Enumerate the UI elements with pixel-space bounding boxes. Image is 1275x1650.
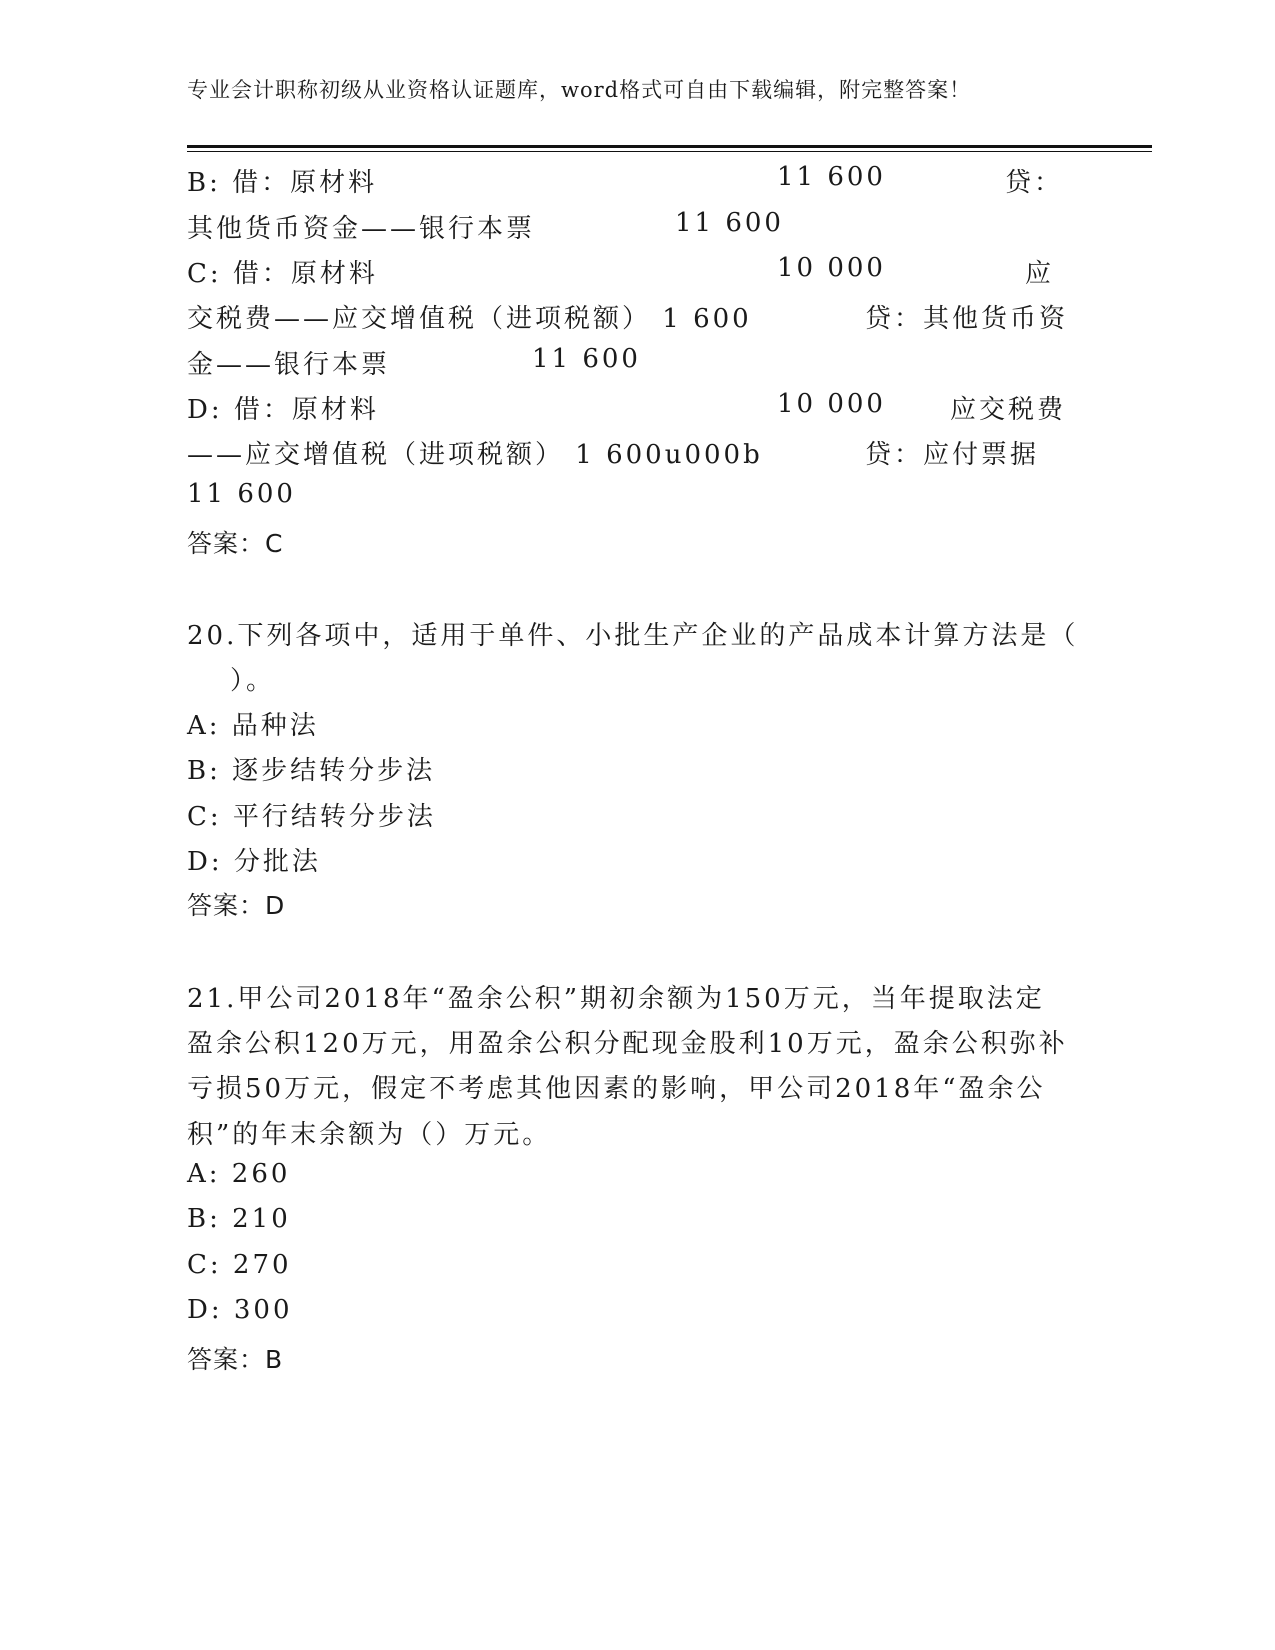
option-b-line2-left: 其他货币资金——银行本票 [187,214,536,244]
option-b-line1-amount: 11 600 [777,162,886,192]
option-d-line1-left: D: 借：原材料 [187,395,379,425]
q20-option-c: C: 平行结转分步法 [187,802,436,832]
q21-stem-line1: 21.甲公司2018年“盈余公积”期初余额为150万元，当年提取法定 [187,984,1045,1014]
option-d-line1-right: 应交税费 [950,395,1067,425]
option-c-line1-left: C: 借：原材料 [187,259,378,289]
q20-stem-line1: 20.下列各项中，适用于单件、小批生产企业的产品成本计算方法是（ [187,621,1079,651]
option-d-line2-left: ——应交增值税（进项税额） 1 600u000b [187,440,763,470]
q21-option-b: B: 210 [187,1204,291,1234]
page-header: 专业会计职称初级从业资格认证题库，word格式可自由下载编辑，附完整答案！ [187,78,972,102]
q20-stem-line2: ）。 [230,666,276,696]
option-b-line1-credit: 贷： [1005,168,1064,198]
q21-stem-line2: 盈余公积120万元，用盈余公积分配现金股利10万元，盈余公积弥补 [187,1029,1068,1059]
q20-option-d: D: 分批法 [187,847,321,877]
q20-option-b: B: 逐步结转分步法 [187,756,436,786]
answer-prev: 答案：C [187,529,284,558]
option-c-line2-right: 贷：其他货币资 [865,304,1069,334]
q21-answer: 答案：B [187,1345,284,1374]
header-rule-thick [187,145,1152,148]
q21-option-c: C: 270 [187,1250,292,1280]
q21-stem-line4: 积”的年末余额为（）万元。 [187,1120,552,1150]
option-b-line1-left: B: 借：原材料 [187,168,378,198]
q20-option-a: A: 品种法 [187,711,319,741]
option-c-line1-amount: 10 000 [777,253,886,283]
option-c-line3-amount: 11 600 [532,344,641,374]
option-c-line2-left: 交税费——应交增值税（进项税额） 1 600 [187,304,752,334]
option-d-line1-amount: 10 000 [777,389,886,419]
q21-stem-line3: 亏损50万元，假定不考虑其他因素的影响，甲公司2018年“盈余公 [187,1074,1046,1104]
option-c-line3-left: 金——银行本票 [187,350,391,380]
q20-answer: 答案：D [187,891,286,920]
option-c-line1-right: 应 [1025,259,1055,289]
option-b-line2-amount: 11 600 [675,208,784,238]
header-rule-thin [187,151,1152,152]
option-d-line3: 11 600 [187,479,296,509]
q21-option-a: A: 260 [187,1159,291,1189]
q21-option-d: D: 300 [187,1295,293,1325]
option-d-line2-right: 贷：应付票据 [865,440,1040,470]
